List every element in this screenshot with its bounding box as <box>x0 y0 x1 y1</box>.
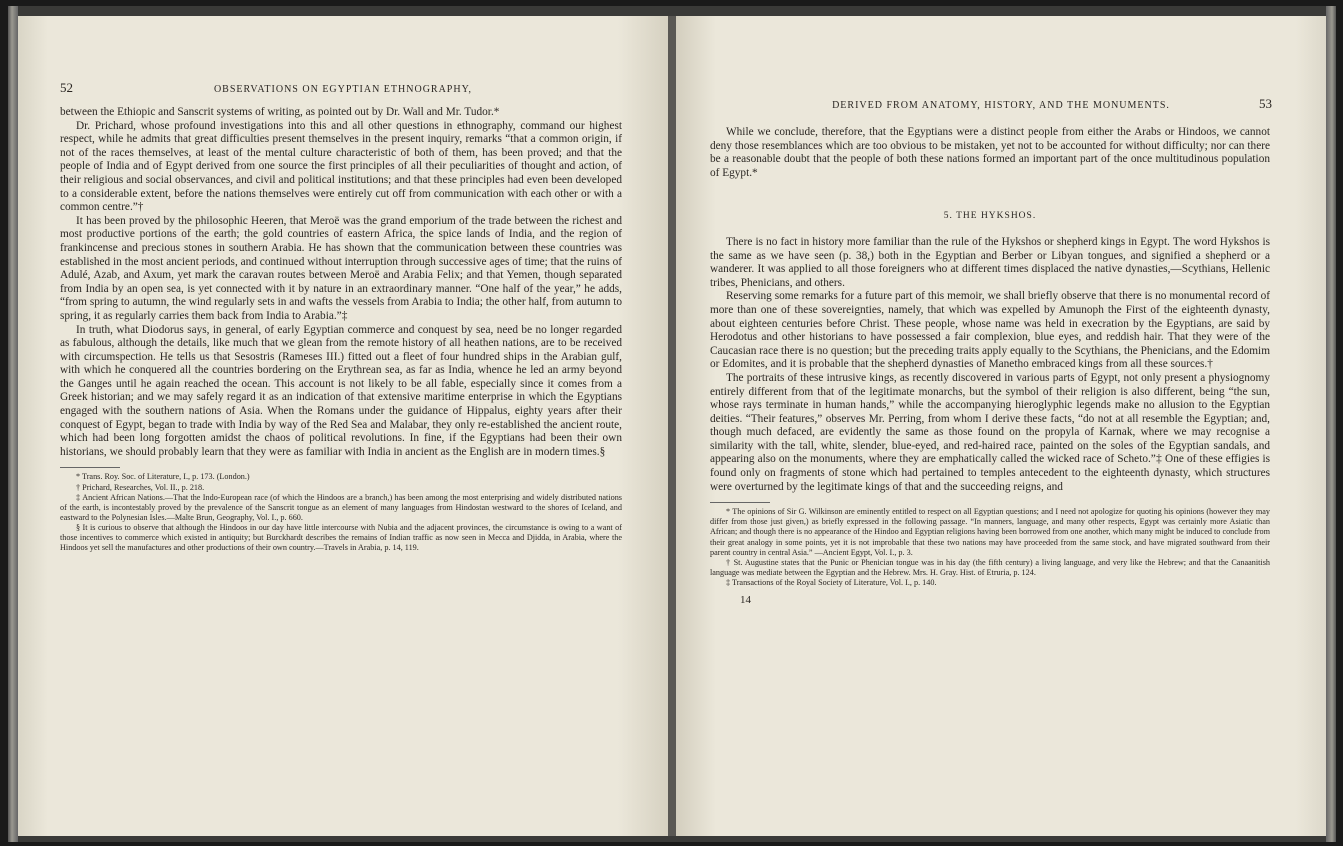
printer-signature: 14 <box>740 594 751 606</box>
page-body <box>60 106 622 553</box>
footnote: ‡ Transactions of the Royal Society of Literature, Vol. I., p. 140. <box>726 577 937 587</box>
paragraph: While we conclude, therefore, that the Egyptians were a distinct people from either the Arabs or Hindoos, we cannot deny those resemblances which are too obvious to be mistaken, yet not to be accounted for without difficulty; nor can there be a reasonable doubt that the people of both these nations formed an important part of the once multitudinous population of Egypt.* <box>710 126 1270 179</box>
footnote-rule <box>60 467 120 468</box>
footnote: † Prichard, Researches, Vol. II., p. 218. <box>76 482 205 492</box>
footnote: § It is curious to observe that although the Hindoos in our day have little intercourse with Nubia and the adjacent provinces, the circumstance is owing to a want of those incentives to commerce which existed in antiquity; but Burckhardt describes the remains of Indian traffic as now seen in Mecca and Djidda, in Arabia, where the Hindoos yet sell the manufactures and other productions of their own country.—Travels in Arabia, p. 14, 119. <box>60 522 622 553</box>
page-number: 52 <box>60 80 73 95</box>
page-body <box>710 126 1270 608</box>
paragraph: The portraits of these intrusive kings, as recently discovered in various parts of Egypt, not only present a physiognomy entirely different from that of the legitimate monarchs, but the symbol of their religion is also different, being “the sun, whose rays terminate in human hands,” while the accompanying hieroglyphic legends make no allusion to the Egyptian deities. “Their features,” observes Mr. Perring, from whom I derive these facts, “do not at all resemble the Egyptian; and, though much defaced, are evidently the same as those found on the propyla of Karnak, where we may recognise a similarity with the tall, white, slender, blue-eyed, and red-haired race, painted on the soles of the Egyptian sandals, and appearing also on the monuments, where they are emphatically called the wicked race of Scheto.”‡ One of these effigies is found only on fragments of stone which had pertained to temples antecedent to the eighteenth dynasty, which structures were overturned by the legitimate kings of that and the succeeding reigns, and <box>710 371 1270 493</box>
book-spread <box>8 6 1336 842</box>
page-number: 53 <box>1259 96 1272 111</box>
paragraph: It has been proved by the philosophic Heeren, that Meroë was the grand emporium of the trade between the richest and most productive portions of the earth; the gold countries of eastern Africa, the spice lands of India, and the region of frankincense and precious stones in southern Arabia. He has shown that the communication between these countries was established in the most ancient periods, and continued without interruption through successive ages of time; that the ruins of Adulé, Azab, and Axum, yet mark the caravan routes between Meroë and Arabia Felix; and that Yemen, though separated from India by an open sea, is yet connected with it by nature in an extraordinary manner. “One half of the year,” he adds, “from spring to autumn, the wind regularly sets in and wafts the vessels from Arabia to India; the other half, from autumn to spring, it as regularly carries them back from India to Arabia.”‡ <box>60 214 622 322</box>
footnote: * Trans. Roy. Soc. of Literature, I., p. 173. (London.) <box>76 472 250 482</box>
gutter <box>668 16 676 836</box>
right-page <box>676 16 1326 836</box>
running-head: OBSERVATIONS ON EGYPTIAN ETHNOGRAPHY, <box>213 84 473 95</box>
footnote: ‡ Ancient African Nations.—That the Indo-European race (of which the Hindoos are a branch,) has been among the most enterprising and widely distributed nations of the earth, is incontestably proved by the prevalence of the Sanscrit tongue as an element of many languages from Hindostan westward to the shores of Iceland, and eastward to the Polynesian Isles.—Malte Brun, Geography, Vol. I., p. 660. <box>60 492 622 522</box>
page-edges-left <box>8 6 18 842</box>
paragraph: between the Ethiopic and Sanscrit systems of writing, as pointed out by Dr. Wall and Mr. Tudor.* <box>60 106 500 118</box>
page-edges-right <box>1326 6 1336 842</box>
footnote-rule <box>710 502 770 503</box>
footnote: † St. Augustine states that the Punic or Phenician tongue was in his day (the fifth century) a living language, and very like the Hebrew; and that the Canaanitish language was mediate between the Egyptian and the Hebrew. Mrs. H. Gray. Hist. of Etruria, p. 124. <box>710 557 1270 577</box>
paragraph: Dr. Prichard, whose profound investigations into this and all other questions in ethnography, command our highest respect, while he admits that great difficulties present themselves in the present inquiry, remarks “that a common origin, if not of the races themselves, at least of the mental culture characteristic of both of them, has been proved; and that the people of India and of Egypt derived from one source the first principles of all their peculiarities of thought and action, of their religious and social observances, and civil and political institutions; and that these principles had even been developed to a considerable extent, before the nations themselves were entirely cut off from communication with each other or with a common centre.”† <box>60 119 622 214</box>
section-heading: 5. THE HYKSHOS. <box>943 211 1037 222</box>
footnote: * The opinions of Sir G. Wilkinson are eminently entitled to respect on all Egyptian questions; and I need not apologize for quoting his opinions (however they may differ from those just given,) as briefly expressed in the following passage. “In manners, language, and many other respects, Egypt was certainly more Asiatic than African; and though there is no appearance of the Hindoo and Egyptian religions having been borrowed from one another, which many might be induced to conclude from their great analogy in some points, yet it is not improbable that these two nations may have proceeded from the same stock, and have migrated southward from their parent country in central Asia.” —Ancient Egypt, Vol. I., p. 3. <box>710 507 1270 557</box>
paragraph: In truth, what Diodorus says, in general, of early Egyptian commerce and conquest by sea, need be no longer regarded as fabulous, although the details, like much that we glean from the remote history of all heathen nations, are to be received with circumspection. He tells us that Sesostris (Rameses III.) fitted out a fleet of four hundred ships in the Arabian gulf, with which he conquered all the countries bordering on the Erythrean sea, as far as India, whence he led an army beyond the Ganges until he again reached the ocean. This account is not likely to be all fable, especially since it comes from a Greek historian; and we may safely regard it as an indication of that extensive maritime enterprise in which the Egyptians engaged with the southern nations of Asia. When the Romans under the guidance of Hippalus, eighty years after their conquest of Egypt, began to trade with India by way of the Red Sea and Malabar, they only re-established the ancient route, which had been long forgotten amidst the chaos of political revolutions. In fine, if the Egyptians had been their own historians, we should probably learn that they were as familiar with India in ancient as the English are in modern times.§ <box>60 323 622 458</box>
paragraph: Reserving some remarks for a future part of this memoir, we shall briefly observe that there is no monumental record of more than one of these sovereignties, namely, that which was expelled by Amunoph the First of the eighteenth dynasty, about eighteen centuries before Christ. These people, whose name was held in execration by the Egyptians, are said by Herodotus and other historians to have possessed a fair complexion, blue eyes, and reddish hair. That they were of the Caucasian race there is no question; but the preceding traits apply equally to the Scythians, the Phenicians, and the Edomim or Edomites, and it is probable that the shepherd dynasties of Manetho embraced kings from all these sources.† <box>710 290 1270 371</box>
paragraph: There is no fact in history more familiar than the rule of the Hykshos or shepherd kings in Egypt. The word Hykshos is the same as we have seen (p. 38,) both in the Egyptian and Berber or Libyan tongues, and signified a shepherd or a wanderer. It was applied to all those foreigners who at different times displaced the native dynasties,—Scythians, Hellenic tribes, Phenicians, and others. <box>710 235 1270 289</box>
left-page <box>18 16 668 836</box>
running-head: DERIVED FROM ANATOMY, HISTORY, AND THE MONUMENTS. <box>832 100 1170 111</box>
